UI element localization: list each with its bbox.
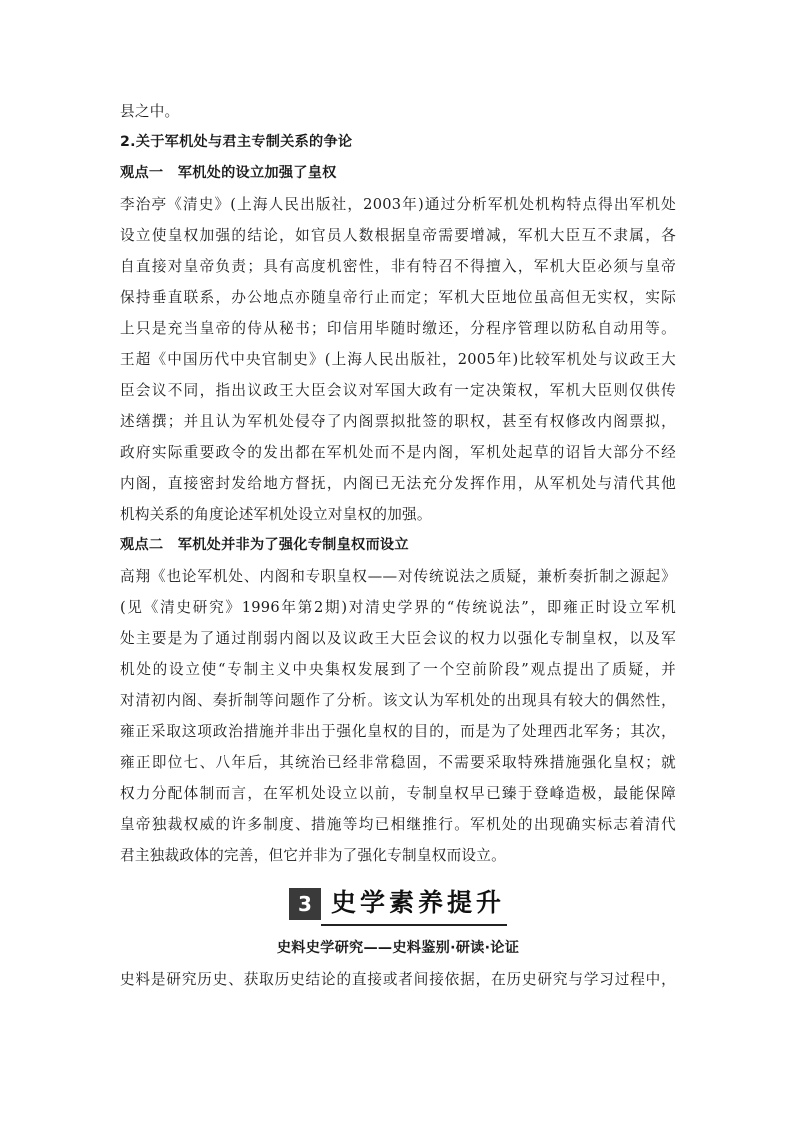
text-line: 李治亭《清史》(上海人民出版社，2003年)通过分析军机处机构特点得出军机处: [120, 196, 676, 213]
document-page: [120, 96, 676, 995]
section-title: 史学素养提升: [331, 888, 506, 917]
text-line: 皇帝独裁权威的许多制度、措施等均已相继推行。军机处的出现确实标志着清代: [120, 816, 676, 833]
text-line: 王超《中国历代中央官制史》(上海人民出版社，2005年)比较军机处与议政王大: [120, 351, 676, 368]
text-line: 设立使皇权加强的结论，如官员人数根据皇帝需要增减，军机大臣互不隶属，各: [120, 227, 676, 244]
text-line: 高翔《也论军机处、内阁和专职皇权——对传统说法之质疑，兼析奏折制之源起》: [120, 568, 676, 585]
text-line: 内阁，直接密封发给地方督抚，内阁已无法充分发挥作用，从军机处与清代其他: [120, 475, 676, 492]
text-line: 述缮撰；并且认为军机处侵夺了内阁票拟批签的职权，甚至有权修改内阁票拟，: [120, 413, 676, 430]
text-line: 保持垂直联系，办公地点亦随皇帝行止而定；军机大臣地位虽高但无实权，实际: [120, 289, 676, 306]
text-line: 雍正即位七、八年后，其统治已经非常稳固，不需要采取特殊措施强化皇权；就: [120, 754, 676, 771]
text-line: 机构关系的角度论述军机处设立对皇权的加强。: [120, 506, 432, 523]
section-number-badge: 3: [289, 888, 321, 920]
text-line: 上只是充当皇帝的侍从秘书；印信用毕随时缴还，分程序管理以防私自动用等。: [120, 320, 676, 337]
text-line: 处主要是为了通过削弱内阁以及议政王大臣会议的权力以强化专制皇权，以及军: [120, 630, 676, 647]
subsection-heading: 2.关于军机处与君主专制关系的争论: [120, 134, 353, 150]
viewpoint-heading: 观点一 军机处的设立加强了皇权: [120, 165, 337, 181]
viewpoint-heading: 观点二 军机处并非为了强化专制皇权而设立: [120, 537, 409, 553]
text-line: 雍正采取这项政治措施并非出于强化皇权的目的，而是为了处理西北军务；其次，: [120, 723, 676, 740]
text-line: 县之中。: [120, 103, 180, 120]
text-line: 政府实际重要政令的发出都在军机处而不是内阁，军机处起草的诏旨大部分不经: [120, 444, 676, 461]
text-line: 对清初内阁、奏折制等问题作了分析。该文认为军机处的出现具有较大的偶然性，: [120, 692, 676, 709]
text-line: (见《清史研究》1996年第2期)对清史学界的“传统说法”，即雍正时设立军机: [120, 599, 676, 616]
section-subtitle: 史料史学研究——史料鉴别·研读·论证: [276, 940, 520, 956]
text-line: 史料是研究历史、获取历史结论的直接或者间接依据，在历史研究与学习过程中，: [120, 971, 676, 988]
text-line: 臣会议不同，指出议政王大臣会议对军国大政有一定决策权，军机大臣则仅供传: [120, 382, 676, 399]
text-line: 权力分配体制而言，在军机处设立以前，专制皇权早已臻于登峰造极，最能保障: [120, 785, 676, 802]
text-line: 机处的设立使“专制主义中央集权发展到了一个空前阶段”观点提出了质疑，并: [120, 661, 676, 678]
text-line: 君主独裁政体的完善，但它并非为了强化专制皇权而设立。: [120, 847, 506, 864]
section-heading: [120, 881, 676, 933]
text-line: 自直接对皇帝负责；具有高度机密性，非有特召不得擅入，军机大臣必须与皇帝: [120, 258, 676, 275]
section-title-underline: [321, 924, 507, 926]
